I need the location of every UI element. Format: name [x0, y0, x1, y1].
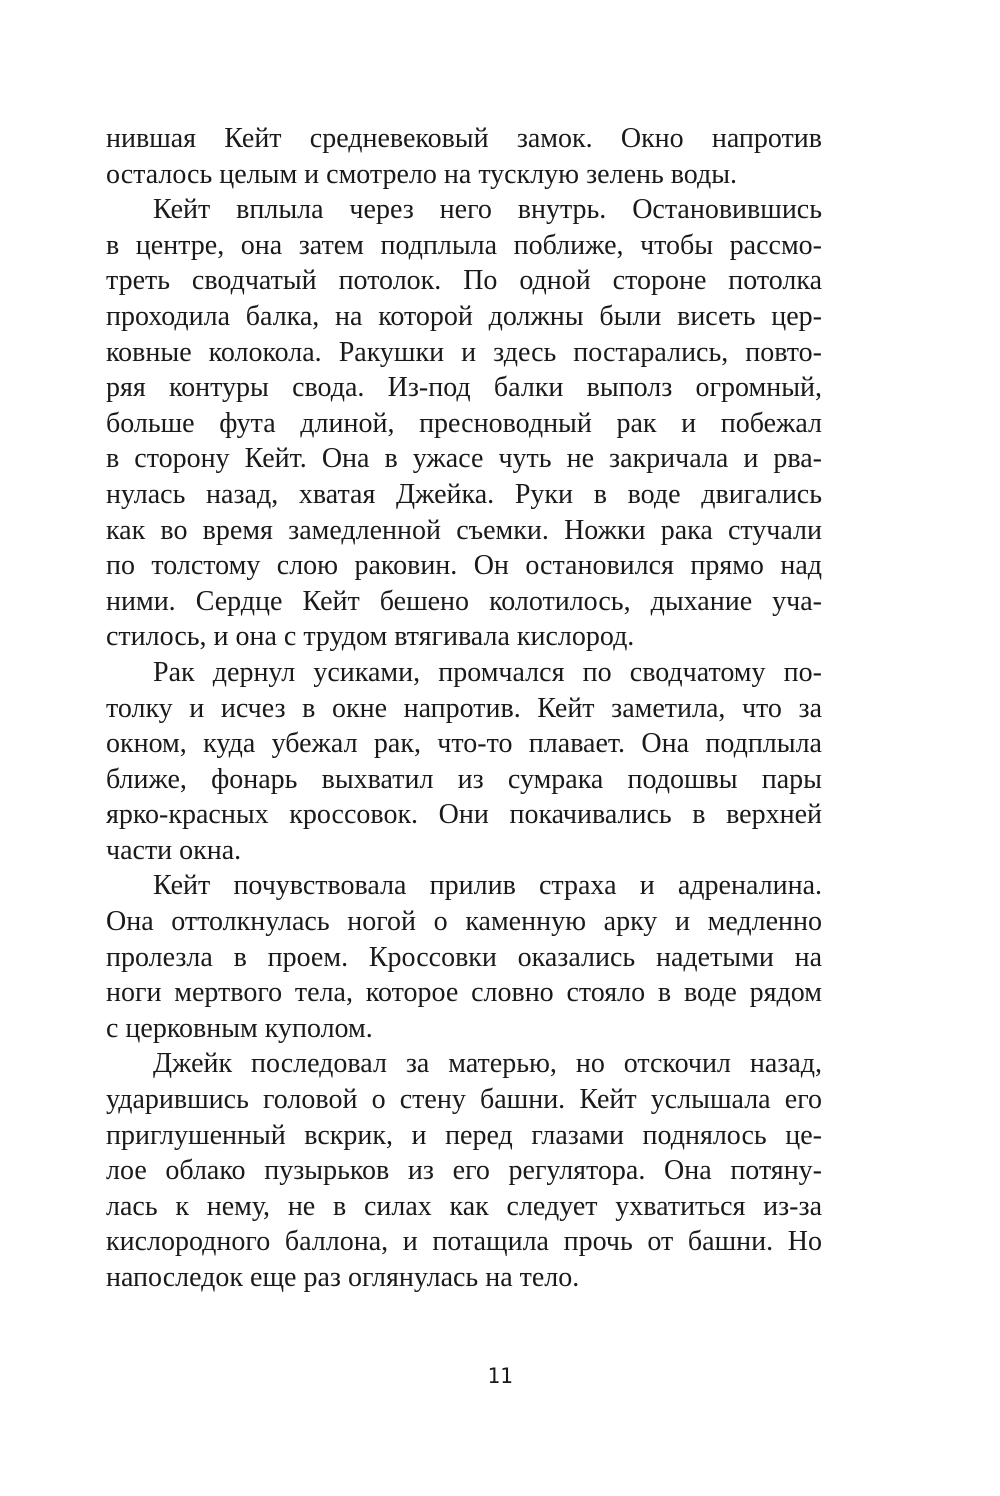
text-line: ближе, фонарь выхватил из сумрака подошвы пары [106, 763, 822, 795]
text-line: Кейт почувствовала прилив страха и адреналина. [153, 870, 822, 902]
text-line: по толстому слою раковин. Он остановился прямо над [106, 550, 822, 582]
text-line: ярко-красных кроссовок. Они покачивались в верхней [106, 799, 822, 831]
text-line: кислородного баллона, и потащила прочь от башни. Но [106, 1226, 822, 1258]
text-line: Она оттолкнулась ногой о каменную арку и медленно [106, 906, 822, 938]
text-line: осталось целым и смотрело на тусклую зелень воды. [106, 158, 738, 190]
text-line: треть сводчатый потолок. По одной стороне потолка [106, 265, 822, 297]
text-line: ними. Сердце Кейт бешено колотилось, дыхание уча- [106, 585, 822, 617]
text-line: напоследок еще раз оглянулась на тело. [106, 1262, 580, 1293]
text-line: Рак дернул усиками, промчался по сводчатому по- [153, 656, 822, 688]
text-line: ноги мертвого тела, которое словно стояло в воде рядом [106, 977, 822, 1009]
text-line: как во время замедленной съемки. Ножки рака стучали [106, 514, 822, 546]
text-line: ковные колокола. Ракушки и здесь постарались, повто- [106, 336, 822, 368]
text-line: лась к нему, не в силах как следует ухватиться из-за [106, 1190, 822, 1222]
text-line: ударившись головой о стену башни. Кейт услышала его [106, 1084, 822, 1116]
text-line: стилось, и она с трудом втягивала кислород. [106, 621, 635, 653]
text-line: ряя контуры свода. Из-под балки выполз огромный, [106, 372, 822, 404]
text-line: с церковным куполом. [106, 1012, 373, 1044]
body-text [106, 121, 822, 1296]
text-line: нившая Кейт средневековый замок. Окно напротив [106, 123, 822, 154]
text-line: проходила балка, на которой должны были висеть цер- [106, 300, 822, 332]
text-line: части окна. [106, 834, 242, 866]
text-line: пролезла в проем. Кроссовки оказались надетыми на [106, 941, 822, 973]
text-line: толку и исчез в окне напротив. Кейт заметила, что за [106, 692, 822, 724]
text-line: в сторону Кейт. Она в ужасе чуть не закричала и рва- [106, 443, 822, 475]
text-line: лое облако пузырьков из его регулятора. Она потяну- [106, 1155, 822, 1187]
text-line: нулась назад, хватая Джейка. Руки в воде двигались [106, 478, 822, 510]
text-line: больше фута длиной, пресноводный рак и побежал [106, 407, 822, 439]
text-line: окном, куда убежал рак, что-то плавает. Она подплыла [106, 728, 822, 760]
text-line: в центре, она затем подплыла поближе, чтобы рассмо- [106, 229, 822, 261]
page-number: 11 [487, 1364, 513, 1388]
text-line: Джейк последовал за матерью, но отскочил назад, [153, 1048, 822, 1080]
text-line: приглушенный вскрик, и перед глазами поднялось це- [106, 1119, 822, 1151]
text-line: Кейт вплыла через него внутрь. Остановившись [153, 194, 822, 226]
